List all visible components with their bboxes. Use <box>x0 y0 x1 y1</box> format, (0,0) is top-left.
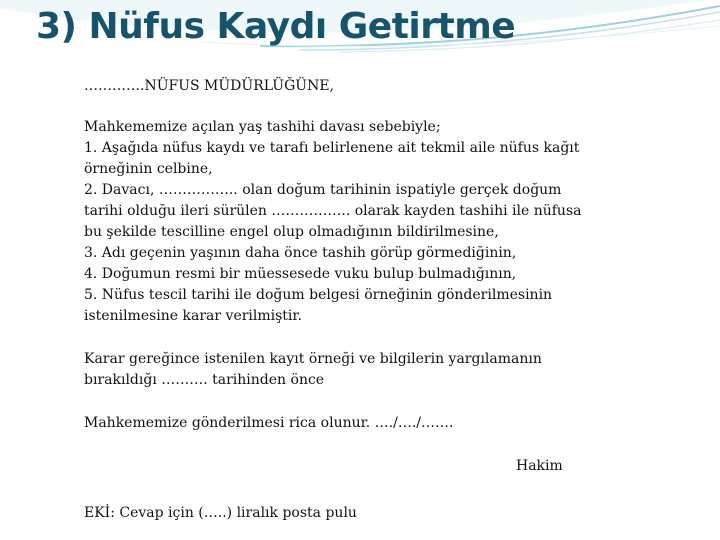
letter-line: 1. Aşağıda nüfus kaydı ve tarafı belirlenene ait tekmil aile nüfus kağıt <box>84 140 580 156</box>
letter-signature: Hakim <box>516 458 563 474</box>
letter-addressee: ………….NÜFUS MÜDÜRLÜĞÜNE, <box>84 78 334 94</box>
letter-line: 5. Nüfus tescil tarihi ile doğum belgesi örneğinin gönderilmesinin <box>84 287 553 303</box>
letter-body <box>84 76 644 524</box>
letter-line: 3. Adı geçenin yaşının daha önce tashih görüp görmediğinin, <box>84 245 517 261</box>
letter-line: bırakıldığı ………. tarihinden önce <box>84 372 325 388</box>
letter-line: Karar gereğince istenilen kayıt örneği ve bilgilerin yargılamanın <box>84 351 542 367</box>
letter-line: tarihi olduğu ileri sürülen …………….. olarak kayden tashihi ile nüfusa <box>84 203 582 219</box>
letter-line: istenilmesine karar verilmiştir. <box>84 308 303 324</box>
letter-request: Mahkememize gönderilmesi rica olunur. …./…./……. <box>84 415 454 431</box>
letter-line: Mahkememize açılan yaş tashihi davası sebebiyle; <box>84 119 441 135</box>
letter-attachment: EKİ: Cevap için (…..) liralık posta pulu <box>84 505 357 521</box>
letter-line: 4. Doğumun resmi bir müessesede vuku bulup bulmadığının, <box>84 266 517 282</box>
letter-line: 2. Davacı, …………….. olan doğum tarihinin ispatiyle gerçek doğum <box>84 182 562 198</box>
letter-line: örneğinin celbine, <box>84 161 213 177</box>
slide-title: 3) Nüfus Kaydı Getirtme <box>36 6 516 47</box>
letter-line: bu şekilde tescilline engel olup olmadığının bildirilmesine, <box>84 224 499 240</box>
